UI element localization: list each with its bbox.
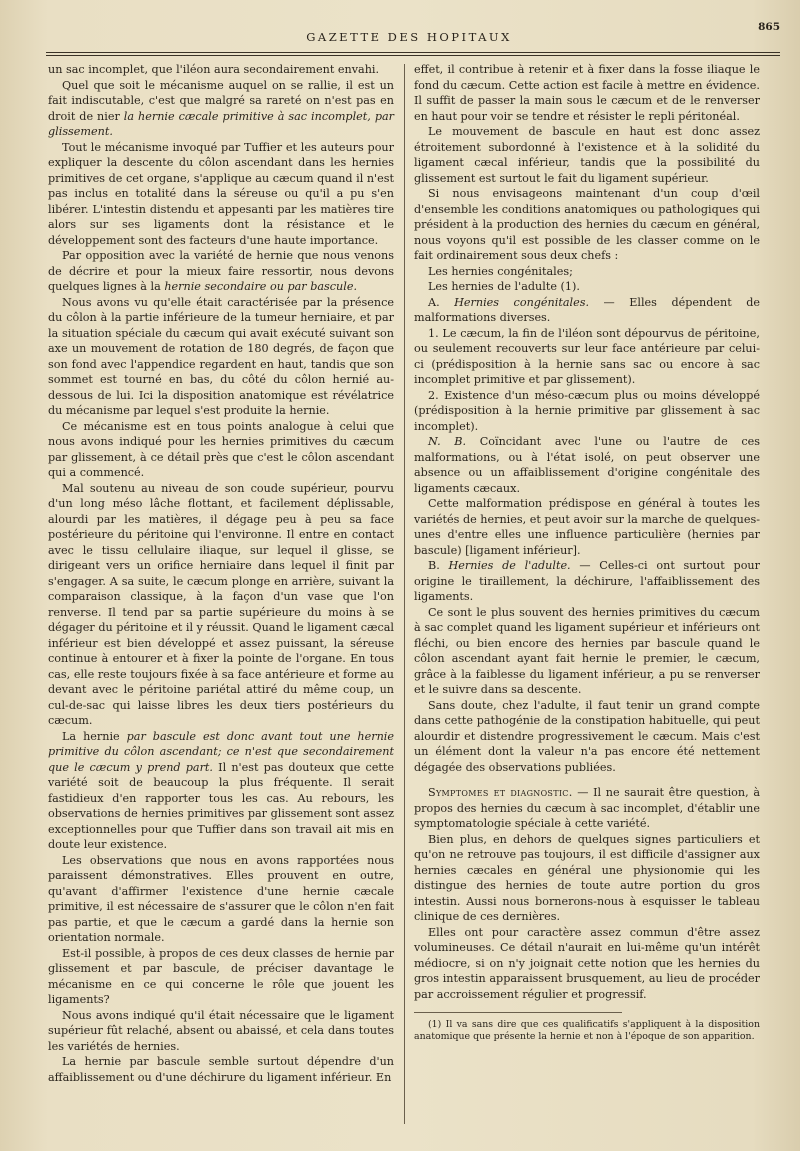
note: N. B. Coïncidant avec l'une ou l'autre de ces malformations, ou à l'état isolé, on peut observer une absence ou un affaiblissement d'origine congénitale des ligaments cæcaux. [414, 435, 760, 495]
header-rule-top [46, 52, 780, 53]
paragraph: Nous avons indiqué qu'il était nécessaire que le ligament supérieur fût relaché, absent ou abaissé, et cela dans toutes les variétés de hernies. [48, 1008, 394, 1053]
paragraph: La hernie par bascule est donc avant tout une hernie primitive du côlon ascendant; ce n'est que secondairement que le cæcum y prend part. Il n'est pas douteux que cette variété soit de beaucoup la plus fréquente. Il serait fastidieux d'en rapporter tous les cas. Au rebours, les observations de hernies primitives par glissement sont assez exceptionnelles pour que Tuffier dans son travail ait mis en doute leur existence. [48, 729, 395, 851]
left-column [48, 62, 394, 1122]
paragraph: un sac incomplet, que l'iléon aura secondairement envahi. [48, 63, 380, 76]
paragraph: Les observations que nous en avons rapportées nous paraissent démonstratives. Elles prouvent en outre, qu'avant d'affirmer l'existence d'une hernie cæcale primitive, il est nécessaire de s'assurer que le côlon n'en fait pas partie, et que le cæcum a gardé dans la hernie son orientation normale. [48, 853, 394, 944]
paragraph: Ce mécanisme est en tous points analogue à celui que nous avons indiqué pour les hernies primitives du cæcum par glissement, à ce détail près que c'est le côlon ascendant qui a commencé. [48, 419, 394, 479]
header-rule-bottom [46, 55, 780, 56]
paragraph: effet, il contribue à retenir et à fixer dans la fosse iliaque le fond du cæcum. Cette action est facile à mettre en évidence. Il suffit de passer la main sous le cæcum et de le renverser en haut pour voir se tendre et résister le repli péritonéal. [414, 63, 760, 123]
paragraph: Par opposition avec la variété de hernie que nous venons de décrire et pour la mieux faire ressortir, nous devons quelques lignes à la hernie secondaire ou par bascule. [48, 249, 394, 293]
list-item: 1. Le cæcum, la fin de l'iléon sont dépourvus de péritoine, ou seulement recouverts sur leur face antérieure par celui-ci (prédisposition à la hernie sans sac ou encore à sac incomplet primitive et par glissement). [414, 326, 760, 386]
page-number: 865 [758, 21, 780, 33]
right-column [414, 62, 760, 1102]
column-divider [404, 64, 405, 1124]
section-heading: A. Hernies congénitales. — Elles dépendent de malformations diverses. [414, 295, 760, 324]
section-heading: Symptomes et diagnostic. — Il ne saurait être question, à propos des hernies du cæcum à sac incomplet, d'établir une symptomatologie spéciale à cette variété. [414, 786, 760, 830]
section-heading: B. Hernies de l'adulte. — Celles-ci ont surtout pour origine le tiraillement, la déchirure, l'affaiblissement des ligaments. [414, 559, 760, 603]
paragraph: Le mouvement de bascule en haut est donc assez étroitement subordonné à l'existence et à la solidité du ligament cæcal inférieur, tandis que la possibilité du glissement est surtout le fait du ligament supérieur. [414, 125, 760, 185]
paragraph: Tout le mécanisme invoqué par Tuffier et les auteurs pour expliquer la descente du côlon ascendant dans les hernies primitives de cet organe, s'applique au cæcum quand il n'est pas inclus en totalité dans la séreuse ou qu'il a pu s'en libérer. L'intestin distendu et appesanti par les matières tire alors sur ses ligaments dont la résistance et le développement sont des facteurs d'une haute importance. [48, 140, 394, 247]
journal-title: GAZETTE DES HOPITAUX [306, 30, 512, 44]
list-item: Les hernies congénitales; [428, 264, 573, 278]
paragraph: Bien plus, en dehors de quelques signes particuliers et qu'on ne retrouve pas toujours, il est difficile d'assigner aux hernies cæcales en général une physionomie qui les distingue des hernies de toute autre portion du gros intestin. Aussi nous bornerons-nous à esquisser le tableau clinique de ces dernières. [414, 832, 760, 923]
paragraph: Mal soutenu au niveau de son coude supérieur, pourvu d'un long méso lâche flottant, et facilement déplissable, alourdi par les matières, il dégage peu à peu sa face postérieure du péritoine qui l'environne. Il entre en contact avec le tissu cellulaire iliaque, sur lequel il glisse, se dirigeant vers un orifice herniaire dans lequel il finit par s'engager. A sa suite, le cæcum plonge en arrière, suivant la comparaison classique, à la façon d'un vase que l'on renverse. Il tend par sa partie supérieure du moins à se dégager du péritoine et il y réussit. Quand le ligament cæcal inférieur est bien développé et assez puissant, la séreuse continue à entourer et à fixer la pointe de l'organe. En tous cas, elle reste toujours fixée à sa face antérieure et forme au devant avec le péritoine pariétal attiré du même coup, un cul-de-sac qui laisse libres les deux tiers postérieurs du cæcum. [48, 481, 394, 727]
paragraph: La hernie par bascule semble surtout dépendre d'un affaiblissement ou d'une déchirure du ligament inférieur. En [48, 1055, 394, 1084]
paragraph: Sans doute, chez l'adulte, il faut tenir un grand compte dans cette pathogénie de la constipation habituelle, qui peut alourdir et distendre progressivement le cæcum. Mais c'est un élément dont la valeur n'a pas encore été nettement dégagée des observations publiées. [414, 698, 760, 774]
paragraph: Cette malformation prédispose en général à toutes les variétés de hernies, et peut avoir sur la marche de quelques-unes d'entre elles une influence particulière (hernies par bascule) [ligament inférieur]. [414, 497, 760, 557]
paragraph: Quel que soit le mécanisme auquel on se rallie, il est un fait indiscutable, c'est que malgré sa rareté on n'est pas en droit de nier la hernie cæcale primitive à sac incomplet, par glissement. [48, 78, 394, 138]
paragraph: Elles ont pour caractère assez commun d'être assez volumineuses. Ce détail n'aurait en lui-même qu'un intérêt médiocre, si on n'y joignait cette notion que les hernies du gros intestin apparaissent brusquement, au lieu de procéder par accroissement régulier et progressif. [414, 925, 760, 1001]
paragraph: Si nous envisageons maintenant d'un coup d'œil d'ensemble les conditions anatomiques ou pathologiques qui président à la production des hernies du cæcum en général, nous voyons qu'il est possible de les classer comme on le fait ordinairement sous deux chefs : [414, 187, 760, 262]
footnote: (1) Il va sans dire que ces qualificatifs s'appliquent à la disposition anatomique que présente la hernie et non à l'époque de son apparition. [414, 1019, 760, 1042]
page-header [36, 18, 782, 48]
paragraph: Est-il possible, à propos de ces deux classes de hernie par glissement et par bascule, de préciser davantage le mécanisme en ce qui concerne le rôle que jouent les ligaments? [48, 946, 394, 1006]
list-item: 2. Existence d'un méso-cæcum plus ou moins développé (prédisposition à la hernie primitive par glissement à sac incomplet). [414, 388, 760, 433]
footnote-rule [414, 1012, 622, 1013]
paragraph: Ce sont le plus souvent des hernies primitives du cæcum à sac complet quand les ligament supérieur et inférieurs ont fléchi, ou bien encore des hernies par bascule quand le côlon ascendant ayant fait hernie le premier, le cæcum, grâce à la faiblesse du ligament inférieur, a pu se renverser et le suivre dans sa descente. [414, 605, 760, 696]
list-item: Les hernies de l'adulte (1). [428, 280, 580, 293]
paragraph: Nous avons vu qu'elle était caractérisée par la présence du côlon à la partie inférieure de la tumeur herniaire, et par la situation spéciale du cæcum qui avait exécuté suivant son axe un mouvement de rotation de 180 degrés, de façon que son fond avec l'appendice regardent en haut, tandis que son sommet est tourné en bas, du côté du côlon hernié au-dessous de lui. Ici la disposition anatomique est révélatrice du mécanisme par lequel s'est produite la hernie. [48, 295, 394, 417]
